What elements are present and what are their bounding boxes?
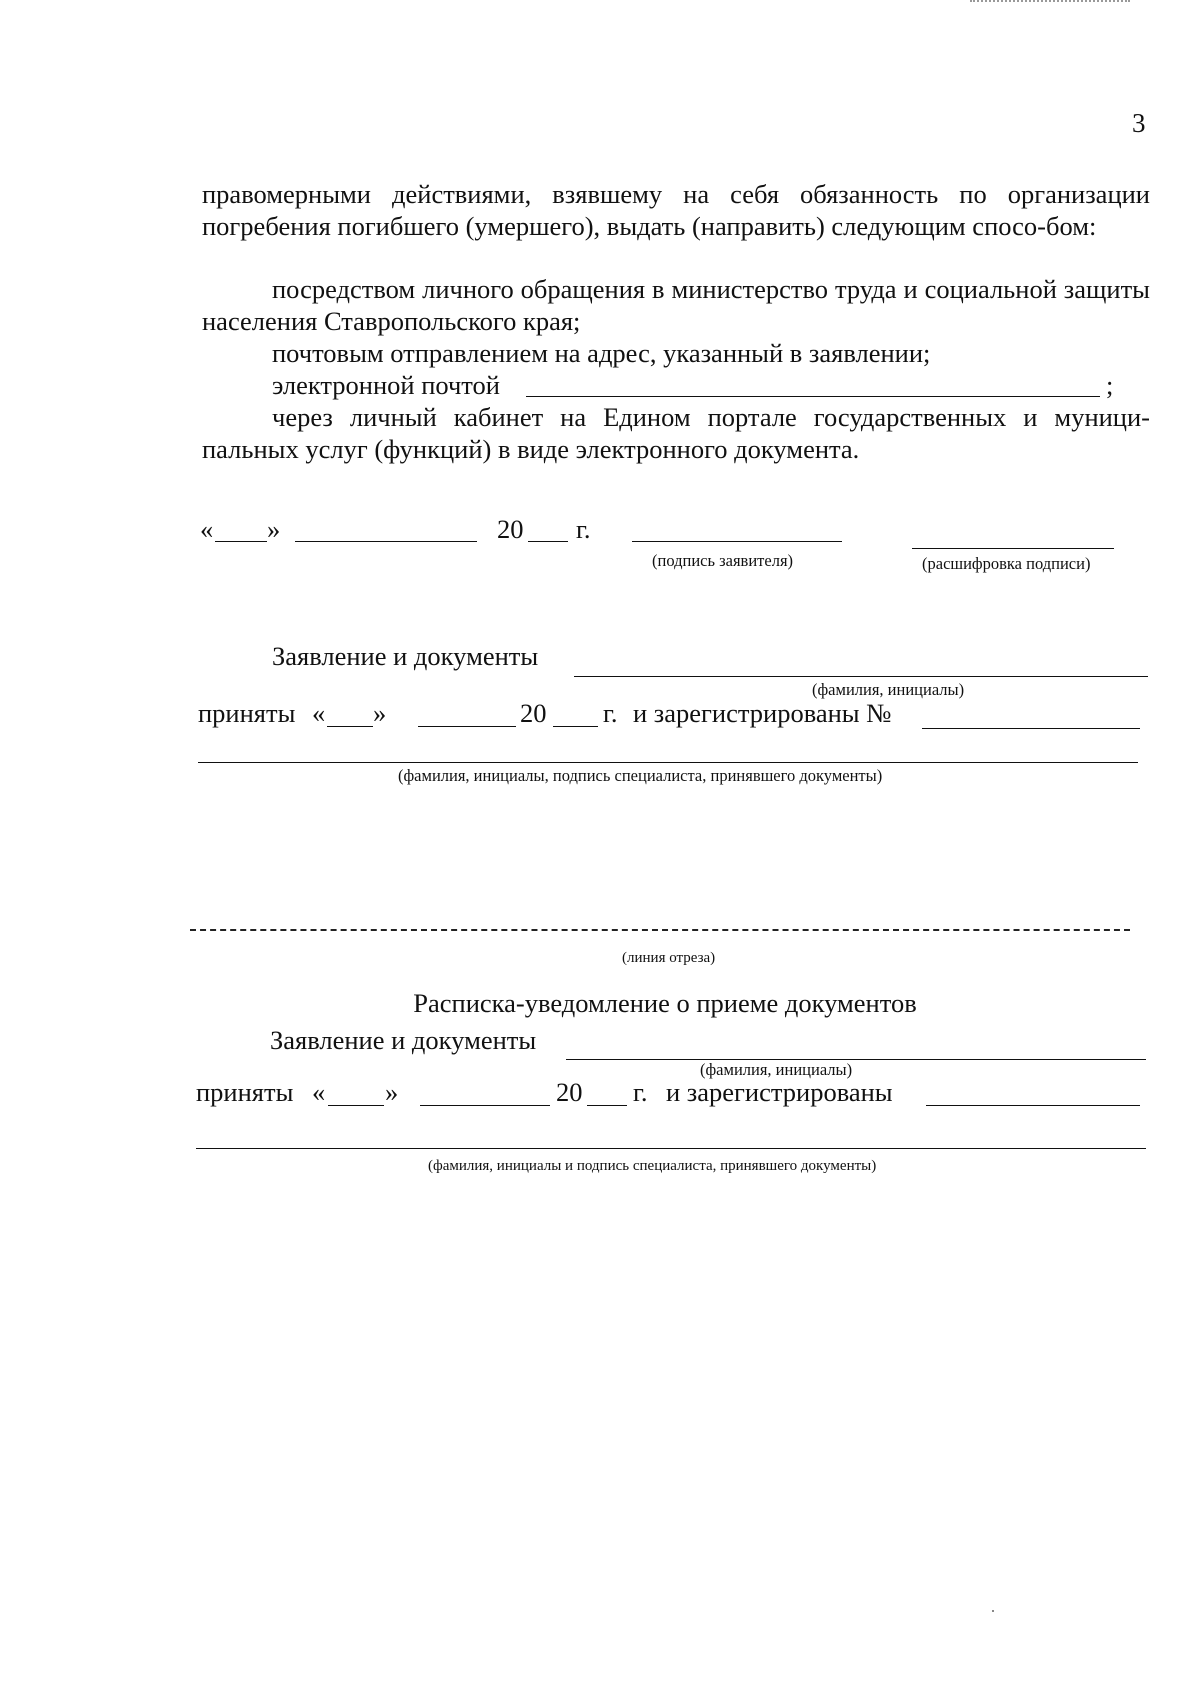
date-month-line[interactable] [295,541,477,542]
receipt-month-line[interactable] [420,1105,550,1106]
acceptance-registered: и зарегистрированы № [633,698,892,728]
receipt-accepted: приняты [196,1077,294,1107]
signature-caption: (подпись заявителя) [652,551,794,570]
cut-line [190,929,1130,931]
receipt-title: Расписка-уведомление о приеме документов [413,988,917,1018]
scan-artifact [970,0,1130,6]
receipt-name-caption: (фамилия, инициалы) [700,1060,853,1079]
acceptance-year-prefix: 20 [520,698,547,728]
acceptance-number-line[interactable] [922,728,1140,729]
date-year-prefix: 20 [497,514,524,544]
decoding-line[interactable] [912,548,1114,549]
option-portal: через личный кабинет на Едином портале государственных и муници-пальных услуг (функций) в виде электронного документа. [202,402,1150,464]
receipt-name-line[interactable] [566,1059,1146,1060]
acceptance-open-quote: « [312,698,326,728]
receipt-label: Заявление и документы [270,1025,537,1055]
acceptance-specialist-caption: (фамилия, инициалы, подпись специалиста, принявшего документы) [398,766,883,785]
page-number: 3 [1132,108,1146,138]
option-email-label: электронной почтой [272,370,500,400]
date-close-quote: » [267,514,281,544]
acceptance-year-suffix: г. [603,698,618,728]
acceptance-name-caption: (фамилия, инициалы) [812,680,965,699]
decoding-caption: (расшифровка подписи) [922,554,1091,573]
option-postal: почтовым отправлением на адрес, указанный в заявлении; [272,338,931,368]
signature-line[interactable] [632,541,842,542]
scan-speck [992,1610,994,1612]
receipt-open-quote: « [312,1077,326,1107]
acceptance-day-line[interactable] [327,726,373,727]
receipt-day-line[interactable] [328,1105,384,1106]
receipt-year-prefix: 20 [556,1077,583,1107]
date-year-suffix: г. [576,514,591,544]
date-open-quote: « [200,514,214,544]
receipt-specialist-line[interactable] [196,1148,1146,1149]
receipt-year-line[interactable] [587,1105,627,1106]
acceptance-accepted: приняты [198,698,296,728]
acceptance-year-line[interactable] [553,726,598,727]
date-year-line[interactable] [528,541,568,542]
receipt-year-suffix: г. [633,1077,648,1107]
acceptance-specialist-line[interactable] [198,762,1138,763]
receipt-number-line[interactable] [926,1105,1140,1106]
email-fill-line[interactable] [526,396,1100,397]
option-email-end: ; [1106,370,1114,400]
acceptance-close-quote: » [373,698,387,728]
receipt-registered: и зарегистрированы [666,1077,893,1107]
date-day-line[interactable] [215,541,267,542]
receipt-specialist-caption: (фамилия, инициалы и подпись специалиста, принявшего документы) [428,1158,877,1174]
acceptance-name-line[interactable] [574,676,1148,677]
acceptance-label: Заявление и документы [272,641,539,671]
option-personal-visit: посредством личного обращения в министерство труда и социальной защиты населения Ставропольского края; [202,274,1150,336]
cut-caption: (линия отреза) [622,950,716,966]
receipt-close-quote: » [385,1077,399,1107]
acceptance-month-line[interactable] [418,726,516,727]
intro-paragraph: правомерными действиями, взявшему на себя обязанность по организации погребения погибшего (умершего), выдать (направить) следующим спосо-бом: [202,179,1150,241]
